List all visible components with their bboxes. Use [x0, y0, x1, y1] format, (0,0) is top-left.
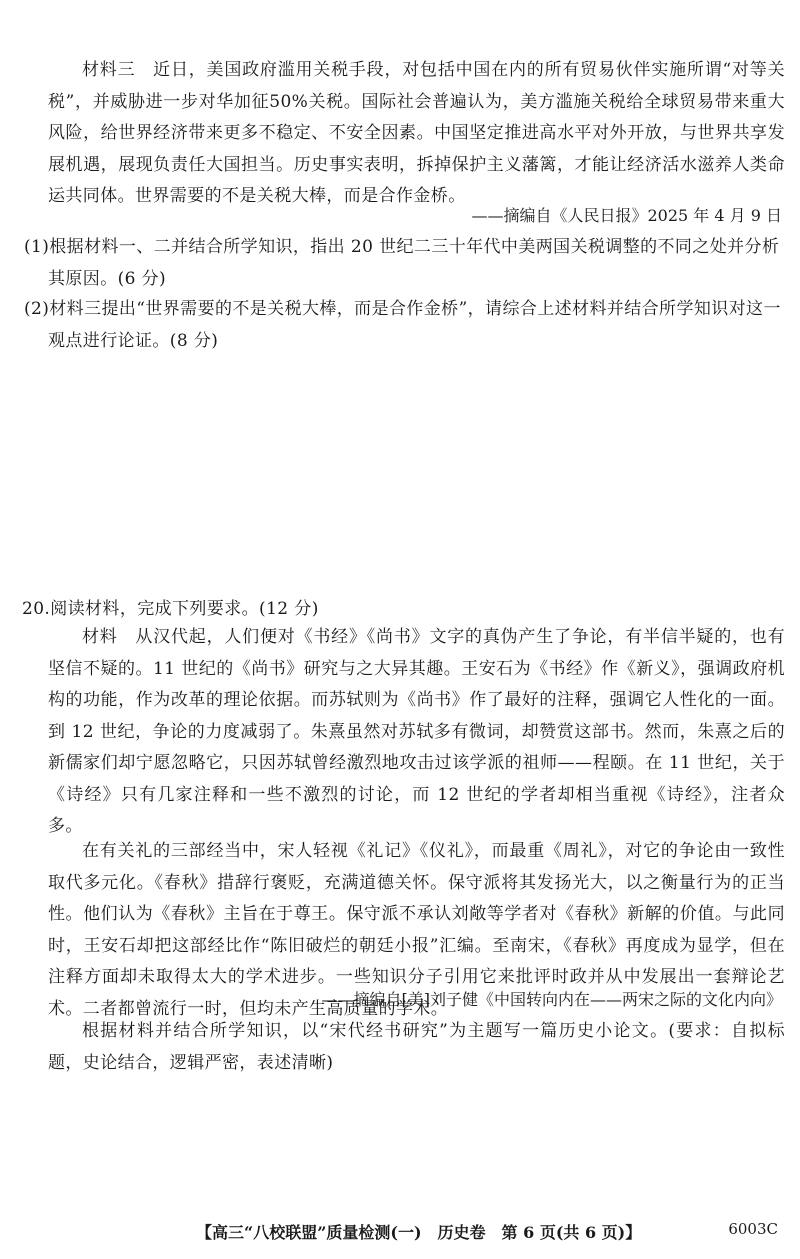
material-3-text: 材料三 近日，美国政府滥用关税手段，对包括中国在内的所有贸易伙伴实施所谓“对等关税”，并威胁进一步对华加征50%关税。国际社会普遍认为，美方滥施关税给全球贸易带来重大风险，给世界经济带来更多不稳定、不安全因素。中国坚定推进高水平对外开放，与世界共享发展机遇，展现负责任大国担当。历史事实表明，拆掉保护主义藩篱，才能让经济活水滋养人类命运共同体。世界需要的不是关税大棒，而是合作金桥。	[48, 60, 785, 206]
question-20-material-para-1: 材料 从汉代起，人们便对《书经》《尚书》文字的真伪产生了争论，有半信半疑的，也有坚信不疑的。11 世纪的《尚书》研究与之大异其趣。王安石为《书经》作《新义》，强调政府机构的功能，作为改革的理论依据。而苏轼则为《尚书》作了最好的注释，强调它人性化的一面。到 12 世纪，争论的力度减弱了。朱熹虽然对苏轼多有微词，却赞赏这部书。然而，朱熹之后的新儒家们却宁愿忽略它，只因苏轼曾经激烈地攻击过该学派的祖师——程颐。在 11 世纪，关于《诗经》只有几家注释和一些不激烈的讨论，而 12 世纪的学者却相当重视《诗经》，注者众多。	[48, 627, 785, 836]
question-20-heading: 20.阅读材料，完成下列要求。(12 分)	[22, 599, 319, 619]
material-3-source: ——摘编自《人民日报》2025 年 4 月 9 日	[471, 206, 782, 225]
question-20-source: ——摘编自[美]刘子健《中国转向内在——两宋之际的文化内向》	[321, 990, 782, 1009]
question-19-part-2: (2)材料三提出“世界需要的不是关税大棒，而是合作金桥”，请综合上述材料并结合所学知识对这一观点进行论证。(8 分)	[24, 299, 781, 351]
question-19-part-1: (1)根据材料一、二并结合所学知识，指出 20 世纪二三十年代中美两国关税调整的不同之处并分析其原因。(6 分)	[24, 237, 780, 289]
footer-title: 【高三“八校联盟”质量检测(一) 历史卷 第 6 页(共 6 页)】	[196, 1223, 642, 1242]
question-20-material-para-2: 在有关礼的三部经当中，宋人轻视《礼记》《仪礼》，而最重《周礼》，对它的争论由一致性取代多元化。《春秋》措辞行褒贬，充满道德关怀。保守派将其发扬光大，以之衡量行为的正当性。他们认为《春秋》主旨在于尊王。保守派不承认刘敞等学者对《春秋》新解的价值。与此同时，王安石却把这部经比作“陈旧破烂的朝廷小报”汇编。至南宋，《春秋》再度成为显学，但在注释方面却未取得太大的学术进步。一些知识分子引用它来批评时政并从中发展出一套辩论艺术。二者都曾流行一时，但均未产生高质量的学术。	[48, 841, 785, 1019]
question-20-task: 根据材料并结合所学知识，以“宋代经书研究”为主题写一篇历史小论文。(要求：自拟标题，史论结合，逻辑严密，表述清晰)	[48, 1021, 785, 1073]
footer-code: 6003C	[728, 1220, 778, 1238]
page-footer	[0, 1216, 800, 1246]
